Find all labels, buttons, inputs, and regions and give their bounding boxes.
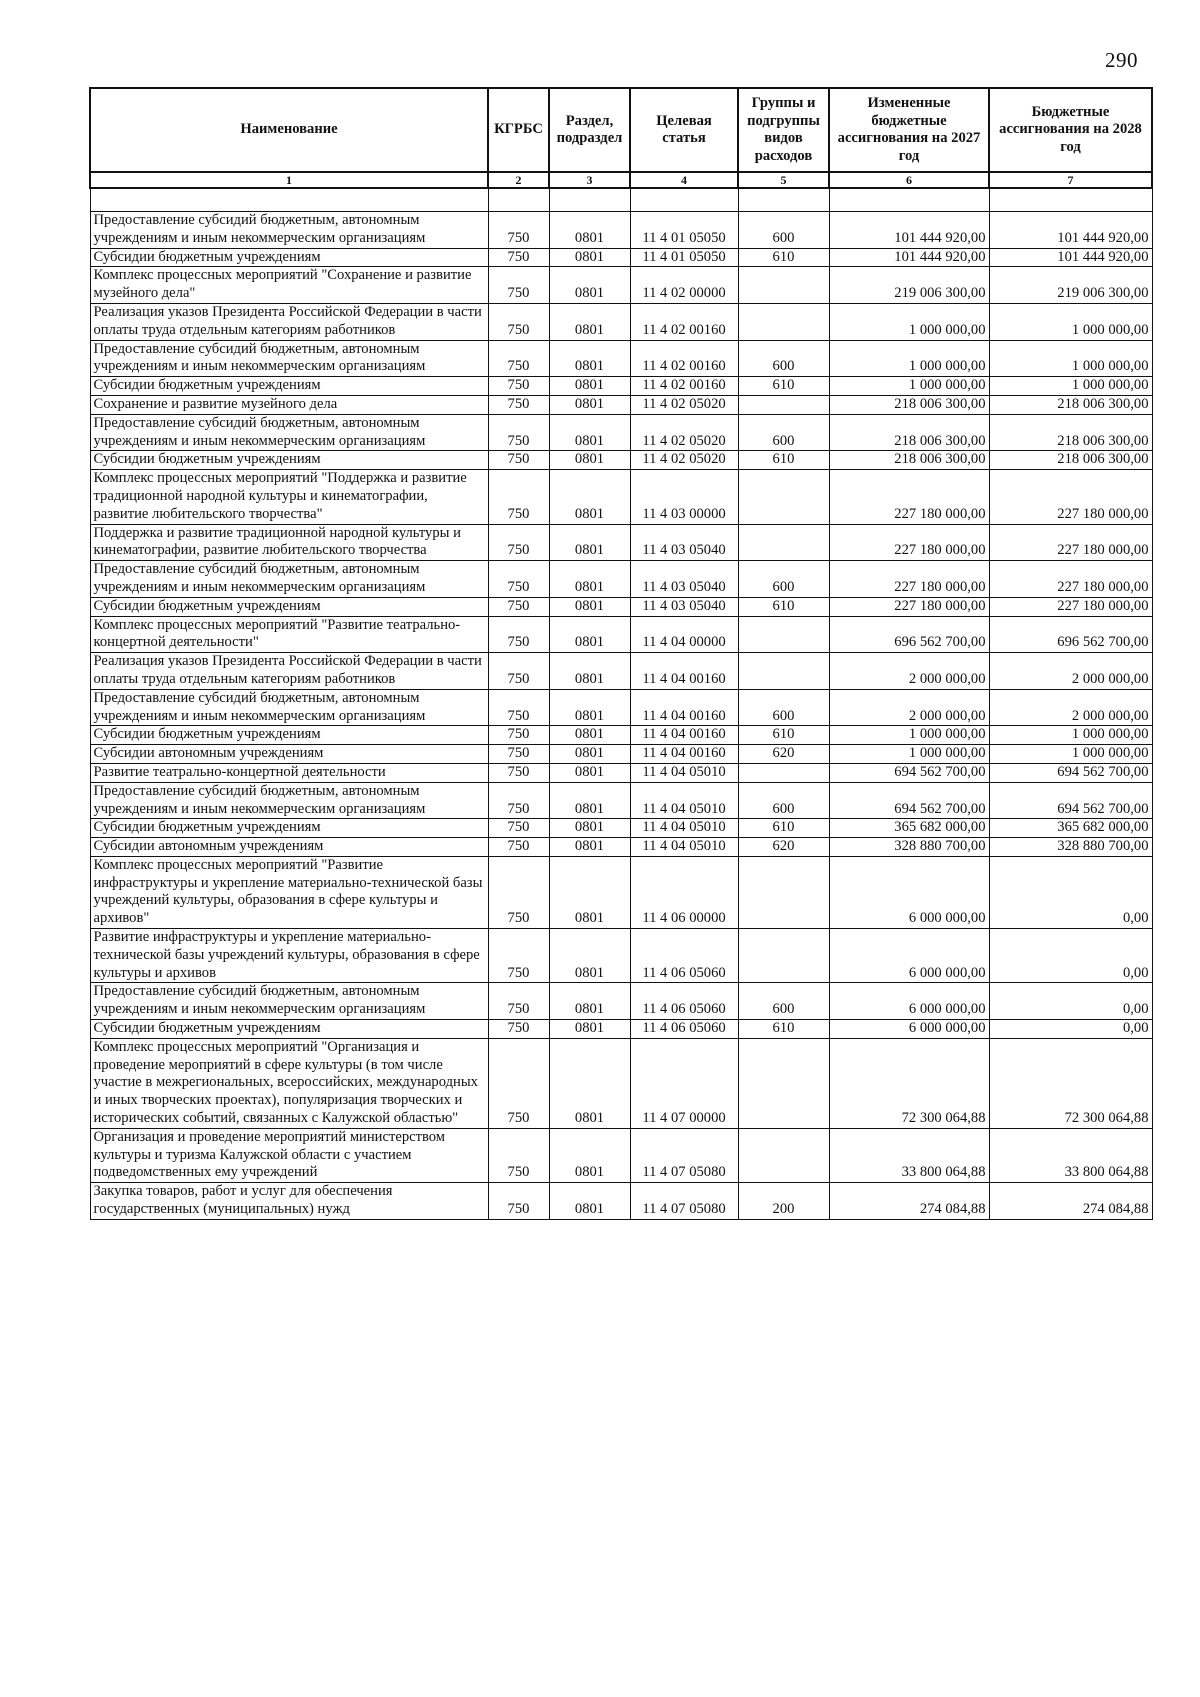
kgrbs-cell: 750 [488, 377, 549, 396]
expense-type-cell [738, 470, 829, 524]
allocation-2028-cell: 1 000 000,00 [989, 726, 1152, 745]
row-name: Развитие театрально-концертной деятельности [90, 763, 488, 782]
column-number: 5 [738, 172, 829, 188]
column-header: Раздел, подраздел [549, 88, 630, 172]
target-article-cell: 11 4 02 00160 [630, 303, 738, 340]
table-row [90, 856, 1152, 928]
target-article-cell: 11 4 04 00160 [630, 745, 738, 764]
kgrbs-cell: 750 [488, 745, 549, 764]
row-name: Комплекс процессных мероприятий "Развитие инфраструктуры и укрепление материально-технической базы учреждений культуры, образования в сфере культуры и архивов" [90, 856, 488, 928]
table-row [90, 1038, 1152, 1128]
allocation-2028-cell: 227 180 000,00 [989, 524, 1152, 561]
target-article-cell: 11 4 04 05010 [630, 782, 738, 819]
allocation-2027-cell: 1 000 000,00 [829, 726, 989, 745]
razdel-cell: 0801 [549, 561, 630, 598]
allocation-2027-cell: 72 300 064,88 [829, 1038, 989, 1128]
target-article-cell: 11 4 04 05010 [630, 763, 738, 782]
expense-type-cell: 600 [738, 689, 829, 726]
row-name: Реализация указов Президента Российской Федерации в части оплаты труда отдельным категориям работников [90, 303, 488, 340]
razdel-cell: 0801 [549, 856, 630, 928]
row-name: Сохранение и развитие музейного дела [90, 395, 488, 414]
allocation-2028-cell: 694 562 700,00 [989, 763, 1152, 782]
allocation-2027-cell: 101 444 920,00 [829, 248, 989, 267]
razdel-cell: 0801 [549, 267, 630, 304]
expense-type-cell: 610 [738, 451, 829, 470]
table-row [90, 763, 1152, 782]
table-row [90, 1020, 1152, 1039]
row-name: Предоставление субсидий бюджетным, автономным учреждениям и иным некоммерческим организациям [90, 782, 488, 819]
allocation-2028-cell: 227 180 000,00 [989, 561, 1152, 598]
allocation-2027-cell: 365 682 000,00 [829, 819, 989, 838]
column-number: 7 [989, 172, 1152, 188]
razdel-cell: 0801 [549, 763, 630, 782]
table-row [90, 212, 1152, 249]
allocation-2028-cell: 2 000 000,00 [989, 653, 1152, 690]
table-row [90, 1128, 1152, 1182]
row-name: Предоставление субсидий бюджетным, автономным учреждениям и иным некоммерческим организациям [90, 340, 488, 377]
target-article-cell: 11 4 06 00000 [630, 856, 738, 928]
table-row [90, 267, 1152, 304]
allocation-2027-cell: 218 006 300,00 [829, 451, 989, 470]
razdel-cell: 0801 [549, 653, 630, 690]
column-number: 1 [90, 172, 488, 188]
allocation-2027-cell: 274 084,88 [829, 1183, 989, 1220]
razdel-cell: 0801 [549, 470, 630, 524]
allocation-2028-cell: 218 006 300,00 [989, 395, 1152, 414]
kgrbs-cell: 750 [488, 838, 549, 857]
kgrbs-cell: 750 [488, 726, 549, 745]
razdel-cell: 0801 [549, 212, 630, 249]
row-name: Субсидии автономным учреждениям [90, 838, 488, 857]
kgrbs-cell: 750 [488, 212, 549, 249]
kgrbs-cell: 750 [488, 819, 549, 838]
razdel-cell: 0801 [549, 983, 630, 1020]
table-row [90, 524, 1152, 561]
target-article-cell: 11 4 03 00000 [630, 470, 738, 524]
razdel-cell: 0801 [549, 303, 630, 340]
row-name: Субсидии бюджетным учреждениям [90, 377, 488, 396]
allocation-2028-cell: 0,00 [989, 983, 1152, 1020]
table-row [90, 470, 1152, 524]
razdel-cell: 0801 [549, 745, 630, 764]
allocation-2027-cell: 1 000 000,00 [829, 340, 989, 377]
row-name: Субсидии бюджетным учреждениям [90, 1020, 488, 1039]
row-name: Поддержка и развитие традиционной народной культуры и кинематографии, развитие любительского творчества [90, 524, 488, 561]
expense-type-cell [738, 856, 829, 928]
expense-type-cell [738, 524, 829, 561]
allocation-2028-cell: 227 180 000,00 [989, 597, 1152, 616]
target-article-cell: 11 4 03 05040 [630, 561, 738, 598]
target-article-cell: 11 4 04 00160 [630, 726, 738, 745]
razdel-cell: 0801 [549, 1183, 630, 1220]
table-row [90, 983, 1152, 1020]
razdel-cell: 0801 [549, 377, 630, 396]
kgrbs-cell: 750 [488, 451, 549, 470]
allocation-2028-cell: 0,00 [989, 856, 1152, 928]
target-article-cell: 11 4 04 00000 [630, 616, 738, 653]
target-article-cell: 11 4 02 05020 [630, 395, 738, 414]
target-article-cell: 11 4 06 05060 [630, 983, 738, 1020]
kgrbs-cell: 750 [488, 597, 549, 616]
allocation-2027-cell: 2 000 000,00 [829, 653, 989, 690]
expense-type-cell: 610 [738, 377, 829, 396]
allocation-2028-cell: 0,00 [989, 1020, 1152, 1039]
expense-type-cell [738, 653, 829, 690]
row-name: Закупка товаров, работ и услуг для обеспечения государственных (муниципальных) нужд [90, 1183, 488, 1220]
allocation-2028-cell: 0,00 [989, 929, 1152, 983]
kgrbs-cell: 750 [488, 470, 549, 524]
razdel-cell: 0801 [549, 689, 630, 726]
allocation-2027-cell: 694 562 700,00 [829, 782, 989, 819]
kgrbs-cell: 750 [488, 1183, 549, 1220]
kgrbs-cell: 750 [488, 983, 549, 1020]
kgrbs-cell: 750 [488, 303, 549, 340]
target-article-cell: 11 4 04 05010 [630, 819, 738, 838]
expense-type-cell [738, 763, 829, 782]
expense-type-cell: 610 [738, 1020, 829, 1039]
target-article-cell: 11 4 01 05050 [630, 248, 738, 267]
column-header: Наименование [90, 88, 488, 172]
allocation-2028-cell: 218 006 300,00 [989, 451, 1152, 470]
expense-type-cell [738, 267, 829, 304]
allocation-2028-cell: 218 006 300,00 [989, 414, 1152, 451]
kgrbs-cell: 750 [488, 616, 549, 653]
expense-type-cell [738, 303, 829, 340]
table-row [90, 597, 1152, 616]
table-row [90, 340, 1152, 377]
razdel-cell: 0801 [549, 1038, 630, 1128]
razdel-cell: 0801 [549, 451, 630, 470]
row-name: Субсидии автономным учреждениям [90, 745, 488, 764]
column-number: 6 [829, 172, 989, 188]
allocation-2028-cell: 33 800 064,88 [989, 1128, 1152, 1182]
row-name: Развитие инфраструктуры и укрепление материально-технической базы учреждений культуры, образования в сфере культуры и архивов [90, 929, 488, 983]
kgrbs-cell: 750 [488, 1020, 549, 1039]
column-header: Измененные бюджетные ассигнования на 2027 год [829, 88, 989, 172]
allocation-2027-cell: 33 800 064,88 [829, 1128, 989, 1182]
razdel-cell: 0801 [549, 616, 630, 653]
row-name: Субсидии бюджетным учреждениям [90, 248, 488, 267]
row-name: Комплекс процессных мероприятий "Поддержка и развитие традиционной народной культуры и кинематографии, развитие любительского творчества" [90, 470, 488, 524]
razdel-cell: 0801 [549, 838, 630, 857]
expense-type-cell: 620 [738, 745, 829, 764]
column-header: КГРБС [488, 88, 549, 172]
table-row [90, 653, 1152, 690]
allocation-2027-cell: 6 000 000,00 [829, 1020, 989, 1039]
expense-type-cell: 610 [738, 819, 829, 838]
razdel-cell: 0801 [549, 726, 630, 745]
row-name: Предоставление субсидий бюджетным, автономным учреждениям и иным некоммерческим организациям [90, 561, 488, 598]
table-row [90, 451, 1152, 470]
page-number: 290 [1105, 48, 1138, 72]
column-number: 3 [549, 172, 630, 188]
expense-type-cell [738, 1128, 829, 1182]
razdel-cell: 0801 [549, 248, 630, 267]
allocation-2028-cell: 328 880 700,00 [989, 838, 1152, 857]
allocation-2027-cell: 227 180 000,00 [829, 524, 989, 561]
table-row [90, 689, 1152, 726]
allocation-2028-cell: 694 562 700,00 [989, 782, 1152, 819]
target-article-cell: 11 4 02 00160 [630, 377, 738, 396]
allocation-2027-cell: 101 444 920,00 [829, 212, 989, 249]
razdel-cell: 0801 [549, 340, 630, 377]
razdel-cell: 0801 [549, 819, 630, 838]
column-header: Бюджетные ассигнования на 2028 год [989, 88, 1152, 172]
allocation-2027-cell: 219 006 300,00 [829, 267, 989, 304]
target-article-cell: 11 4 07 05080 [630, 1128, 738, 1182]
razdel-cell: 0801 [549, 395, 630, 414]
allocation-2027-cell: 694 562 700,00 [829, 763, 989, 782]
expense-type-cell: 600 [738, 983, 829, 1020]
kgrbs-cell: 750 [488, 561, 549, 598]
column-number: 2 [488, 172, 549, 188]
expense-type-cell: 200 [738, 1183, 829, 1220]
expense-type-cell: 620 [738, 838, 829, 857]
allocation-2028-cell: 1 000 000,00 [989, 303, 1152, 340]
allocation-2027-cell: 1 000 000,00 [829, 377, 989, 396]
allocation-2027-cell: 1 000 000,00 [829, 303, 989, 340]
razdel-cell: 0801 [549, 1128, 630, 1182]
allocation-2027-cell: 227 180 000,00 [829, 597, 989, 616]
table-row [90, 745, 1152, 764]
razdel-cell: 0801 [549, 1020, 630, 1039]
allocation-2027-cell: 227 180 000,00 [829, 470, 989, 524]
table-header [90, 88, 1152, 188]
row-name: Реализация указов Президента Российской Федерации в части оплаты труда отдельным категориям работников [90, 653, 488, 690]
allocation-2028-cell: 274 084,88 [989, 1183, 1152, 1220]
expense-type-cell: 600 [738, 340, 829, 377]
target-article-cell: 11 4 02 00160 [630, 340, 738, 377]
allocation-2027-cell: 2 000 000,00 [829, 689, 989, 726]
row-name: Комплекс процессных мероприятий "Сохранение и развитие музейного дела" [90, 267, 488, 304]
kgrbs-cell: 750 [488, 395, 549, 414]
expense-type-cell [738, 395, 829, 414]
column-header: Целевая статья [630, 88, 738, 172]
kgrbs-cell: 750 [488, 267, 549, 304]
target-article-cell: 11 4 02 00000 [630, 267, 738, 304]
allocation-2027-cell: 696 562 700,00 [829, 616, 989, 653]
table-row [90, 395, 1152, 414]
expense-type-cell: 600 [738, 782, 829, 819]
target-article-cell: 11 4 04 00160 [630, 689, 738, 726]
table-row [90, 248, 1152, 267]
expense-type-cell: 600 [738, 414, 829, 451]
kgrbs-cell: 750 [488, 1128, 549, 1182]
kgrbs-cell: 750 [488, 248, 549, 267]
expense-type-cell [738, 929, 829, 983]
allocation-2027-cell: 6 000 000,00 [829, 929, 989, 983]
razdel-cell: 0801 [549, 524, 630, 561]
razdel-cell: 0801 [549, 414, 630, 451]
row-name: Предоставление субсидий бюджетным, автономным учреждениям и иным некоммерческим организациям [90, 414, 488, 451]
allocation-2028-cell: 227 180 000,00 [989, 470, 1152, 524]
table-row [90, 838, 1152, 857]
table-row [90, 616, 1152, 653]
target-article-cell: 11 4 02 05020 [630, 414, 738, 451]
kgrbs-cell: 750 [488, 689, 549, 726]
row-name: Субсидии бюджетным учреждениям [90, 451, 488, 470]
expense-type-cell: 610 [738, 248, 829, 267]
row-name: Предоставление субсидий бюджетным, автономным учреждениям и иным некоммерческим организациям [90, 689, 488, 726]
allocation-2027-cell: 218 006 300,00 [829, 395, 989, 414]
table-row [90, 303, 1152, 340]
kgrbs-cell: 750 [488, 653, 549, 690]
row-name: Организация и проведение мероприятий министерством культуры и туризма Калужской области с участием подведомственных ему учреждений [90, 1128, 488, 1182]
allocation-2028-cell: 1 000 000,00 [989, 745, 1152, 764]
row-name: Субсидии бюджетным учреждениям [90, 597, 488, 616]
target-article-cell: 11 4 01 05050 [630, 212, 738, 249]
allocation-2028-cell: 219 006 300,00 [989, 267, 1152, 304]
kgrbs-cell: 750 [488, 340, 549, 377]
table-row [90, 1183, 1152, 1220]
allocation-2028-cell: 1 000 000,00 [989, 377, 1152, 396]
kgrbs-cell: 750 [488, 1038, 549, 1128]
allocation-2028-cell: 2 000 000,00 [989, 689, 1152, 726]
allocation-2027-cell: 1 000 000,00 [829, 745, 989, 764]
target-article-cell: 11 4 03 05040 [630, 597, 738, 616]
budget-table [89, 87, 1153, 1220]
table-body [90, 188, 1152, 1219]
target-article-cell: 11 4 07 05080 [630, 1183, 738, 1220]
expense-type-cell: 600 [738, 212, 829, 249]
table-row [90, 929, 1152, 983]
allocation-2027-cell: 328 880 700,00 [829, 838, 989, 857]
allocation-2028-cell: 365 682 000,00 [989, 819, 1152, 838]
target-article-cell: 11 4 06 05060 [630, 929, 738, 983]
kgrbs-cell: 750 [488, 782, 549, 819]
row-name: Субсидии бюджетным учреждениям [90, 726, 488, 745]
row-name: Комплекс процессных мероприятий "Организация и проведение мероприятий в сфере культуры (в том числе участие в межрегиональных, всероссийских, международных и иных творческих проектах), популяризация творческих и исторических событий, связанных с Калужской областью" [90, 1038, 488, 1128]
target-article-cell: 11 4 06 05060 [630, 1020, 738, 1039]
expense-type-cell [738, 616, 829, 653]
row-name: Субсидии бюджетным учреждениям [90, 819, 488, 838]
razdel-cell: 0801 [549, 929, 630, 983]
table-row [90, 726, 1152, 745]
table-row [90, 819, 1152, 838]
allocation-2028-cell: 101 444 920,00 [989, 248, 1152, 267]
expense-type-cell: 600 [738, 561, 829, 598]
allocation-2028-cell: 1 000 000,00 [989, 340, 1152, 377]
kgrbs-cell: 750 [488, 414, 549, 451]
target-article-cell: 11 4 04 00160 [630, 653, 738, 690]
row-name: Предоставление субсидий бюджетным, автономным учреждениям и иным некоммерческим организациям [90, 983, 488, 1020]
expense-type-cell: 610 [738, 726, 829, 745]
spacer-row [90, 188, 1152, 212]
kgrbs-cell: 750 [488, 856, 549, 928]
column-header: Группы и подгруппы видов расходов [738, 88, 829, 172]
expense-type-cell: 610 [738, 597, 829, 616]
target-article-cell: 11 4 03 05040 [630, 524, 738, 561]
expense-type-cell [738, 1038, 829, 1128]
allocation-2027-cell: 218 006 300,00 [829, 414, 989, 451]
column-number: 4 [630, 172, 738, 188]
razdel-cell: 0801 [549, 597, 630, 616]
target-article-cell: 11 4 02 05020 [630, 451, 738, 470]
allocation-2028-cell: 696 562 700,00 [989, 616, 1152, 653]
allocation-2027-cell: 6 000 000,00 [829, 856, 989, 928]
kgrbs-cell: 750 [488, 929, 549, 983]
allocation-2027-cell: 6 000 000,00 [829, 983, 989, 1020]
allocation-2028-cell: 72 300 064,88 [989, 1038, 1152, 1128]
target-article-cell: 11 4 04 05010 [630, 838, 738, 857]
row-name: Комплекс процессных мероприятий "Развитие театрально-концертной деятельности" [90, 616, 488, 653]
table-row [90, 561, 1152, 598]
table-row [90, 782, 1152, 819]
table-row [90, 414, 1152, 451]
table-row [90, 377, 1152, 396]
row-name: Предоставление субсидий бюджетным, автономным учреждениям и иным некоммерческим организациям [90, 212, 488, 249]
target-article-cell: 11 4 07 00000 [630, 1038, 738, 1128]
allocation-2028-cell: 101 444 920,00 [989, 212, 1152, 249]
kgrbs-cell: 750 [488, 763, 549, 782]
razdel-cell: 0801 [549, 782, 630, 819]
kgrbs-cell: 750 [488, 524, 549, 561]
allocation-2027-cell: 227 180 000,00 [829, 561, 989, 598]
